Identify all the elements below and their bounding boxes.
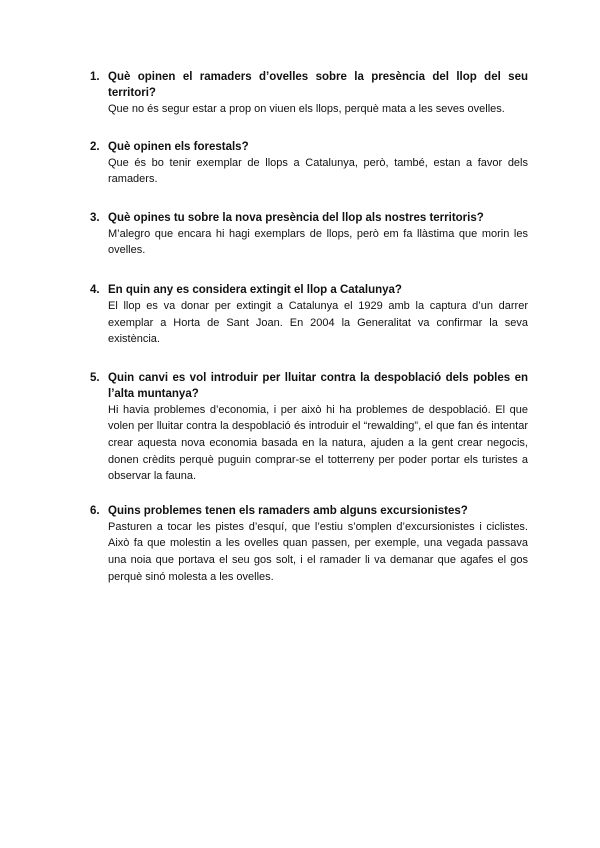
- question-item-1: [90, 69, 528, 118]
- question-item-4: [90, 282, 528, 348]
- answer-text: Que és bo tenir exemplar de llops a Catalunya, però, també, estan a favor dels ramaders.: [108, 156, 528, 186]
- question-item-3: [90, 210, 528, 259]
- answer-text: M’alegro que encara hi hagi exemplars de llops, però em fa llàstima que morin les ovelles.: [108, 227, 528, 257]
- question-item-2: [90, 139, 528, 188]
- question-number: 1.: [90, 71, 100, 83]
- question-number: 2.: [90, 140, 100, 153]
- answer-text: Pasturen a tocar les pistes d’esquí, que l’estiu s’omplen d’excursionistes i ciclistes. Això fa que molestin a les ovelles quan passen, per exemple, una vegada passava una noia que portava el seu gos solt, i el ramader li va demanar que agafes el gos perquè sinó molesta a les ovelles.: [108, 520, 528, 583]
- question-text: Què opinen el ramaders d’ovelles sobre la presència del llop del seu territori?: [108, 71, 528, 99]
- question-text: Quins problemes tenen els ramaders amb alguns excursionistes?: [108, 504, 468, 517]
- question-list: [90, 69, 528, 606]
- question-number: 4.: [90, 283, 100, 296]
- answer-text: Hi havia problemes d’economia, i per això hi ha problemes de despoblació. El que volen per lluitar contra la despoblació és introduir el “rewalding”, el que fan és intentar crear aquesta nova economia basada en la natura, ajuden a la gent crear negocis, donen crèdits perquè puguin comprar-se el totterreny per poder portar els turistes a observar la fauna.: [108, 403, 528, 483]
- question-number: 5.: [90, 371, 100, 384]
- question-number: 6.: [90, 504, 100, 517]
- question-text: Quin canvi es vol introduir per lluitar contra la despoblació dels pobles en l’alta muntanya?: [108, 371, 528, 400]
- answer-text: El llop es va donar per extingit a Catalunya el 1929 amb la captura d’un darrer exemplar a Horta de Sant Joan. En 2004 la Generalitat va confirmar la seva existència.: [108, 299, 528, 346]
- question-text: En quin any es considera extingit el llop a Catalunya?: [108, 283, 402, 296]
- question-text: Què opines tu sobre la nova presència del llop als nostres territoris?: [108, 211, 484, 224]
- question-number: 3.: [90, 211, 100, 224]
- question-item-6: [90, 503, 528, 585]
- question-text: Què opinen els forestals?: [108, 140, 249, 153]
- answer-text: Que no és segur estar a prop on viuen els llops, perquè mata a les seves ovelles.: [108, 103, 505, 115]
- question-item-5: [90, 370, 528, 485]
